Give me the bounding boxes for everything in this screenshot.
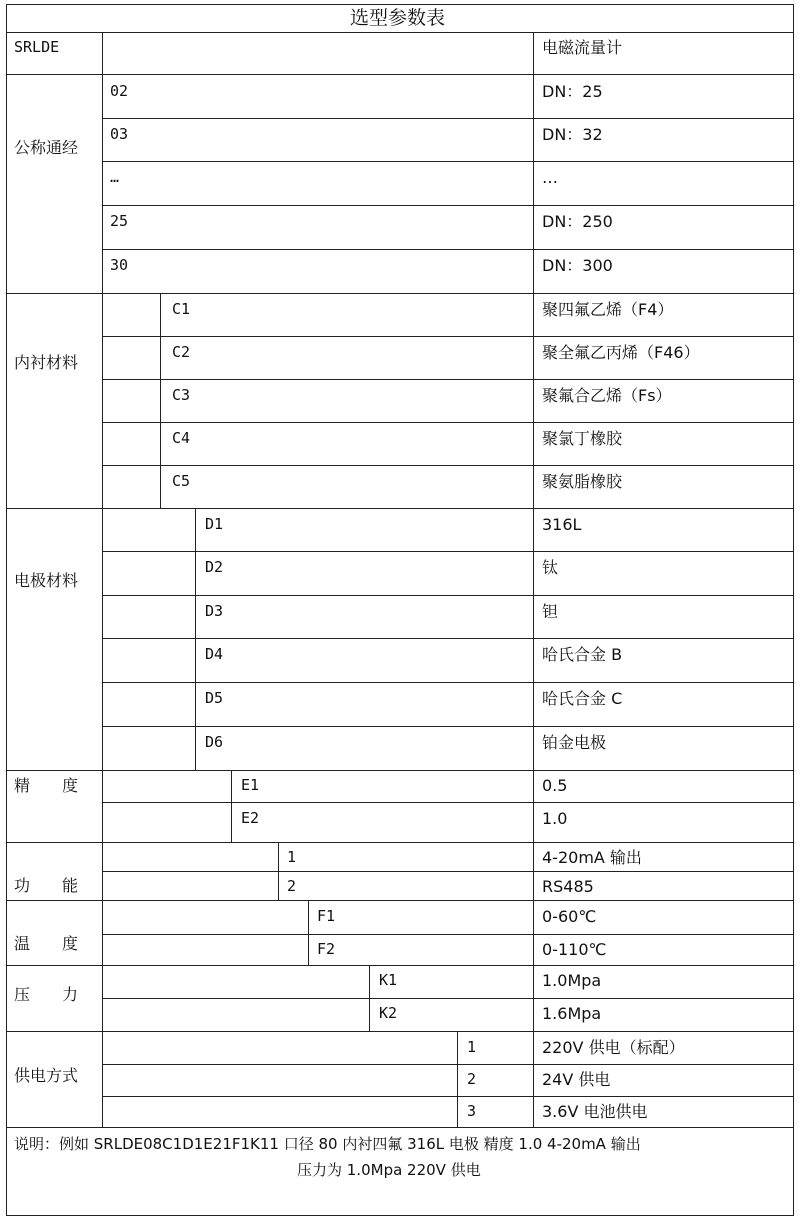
section-label-lining: 内衬材料: [14, 353, 79, 372]
grid-line: [6, 32, 794, 33]
table-cell-code: E2: [241, 809, 260, 827]
grid-line: [369, 965, 370, 1031]
note-line-2: 压力为 1.0Mpa 220V 供电: [297, 1161, 481, 1179]
grid-line: [102, 638, 794, 639]
grid-line: [6, 965, 794, 966]
grid-line: [6, 508, 794, 509]
table-cell-code: F1: [317, 907, 336, 925]
grid-line: [102, 465, 794, 466]
table-cell-code: D2: [205, 558, 224, 576]
table-cell-value: 聚氨脂橡胶: [542, 472, 623, 491]
section-label-accuracy: 精 度: [14, 776, 79, 795]
section-label-temperature: 温 度: [14, 934, 79, 953]
table-cell-code: 30: [110, 256, 129, 274]
table-cell-value: …: [542, 168, 558, 187]
grid-line: [533, 32, 534, 1127]
table-cell-code: F2: [317, 940, 336, 958]
grid-line: [102, 32, 103, 1127]
table-cell-value: 0.5: [542, 776, 568, 795]
table-cell-value: 4-20mA 输出: [542, 848, 642, 867]
table-cell-code: D4: [205, 645, 224, 663]
table-cell-code: E1: [241, 776, 260, 794]
grid-line: [6, 842, 794, 843]
table-cell-value: 钛: [542, 558, 559, 577]
table-cell-value: 哈氏合金 C: [542, 689, 623, 708]
table-cell-value: 1.0: [542, 809, 568, 828]
table-border-bottom: [6, 1215, 794, 1216]
grid-line: [102, 682, 794, 683]
grid-line: [102, 551, 794, 552]
table-cell-code: 3: [467, 1102, 477, 1120]
grid-line: [6, 74, 794, 75]
grid-line: [6, 293, 794, 294]
table-cell-code: 1: [467, 1038, 477, 1056]
grid-line: [6, 900, 794, 901]
grid-line: [102, 1064, 794, 1065]
table-cell-code: C1: [172, 300, 191, 318]
table-cell-value: 聚全氟乙丙烯（F46）: [542, 343, 700, 362]
table-cell-value: RS485: [542, 877, 594, 896]
grid-line: [6, 770, 794, 771]
note-line-1: 说明：例如 SRLDE08C1D1E21F1K11 口径 80 内衬四氟 316L 电极 精度 1.0 4-20mA 输出: [14, 1135, 641, 1153]
table-cell-value: 3.6V 电池供电: [542, 1102, 648, 1121]
table-cell-value: 1.0Mpa: [542, 971, 602, 990]
table-cell-code: 02: [110, 82, 129, 100]
grid-line: [102, 379, 794, 380]
grid-line: [195, 508, 196, 770]
table-cell-code: C3: [172, 386, 191, 404]
table-cell-code: K1: [379, 971, 398, 989]
table-cell-value: 24V 供电: [542, 1070, 611, 1089]
table-cell-code: K2: [379, 1004, 398, 1022]
grid-line: [102, 422, 794, 423]
page-title: 选型参数表: [350, 7, 446, 29]
section-label-power: 供电方式: [14, 1066, 79, 1085]
table-cell-value: 铂金电极: [542, 733, 607, 752]
section-label-function: 功 能: [14, 876, 79, 895]
table-cell-value: 220V 供电（标配）: [542, 1038, 685, 1057]
grid-line: [102, 802, 794, 803]
table-border-right: [793, 4, 794, 1216]
product-name: 电磁流量计: [542, 38, 623, 57]
table-cell-code: 2: [287, 877, 297, 895]
table-cell-value: 0-60℃: [542, 907, 597, 926]
grid-line: [308, 900, 309, 965]
table-cell-value: 聚氟合乙烯（Fs）: [542, 386, 672, 405]
grid-line: [102, 336, 794, 337]
table-cell-value: 哈氏合金 B: [542, 645, 623, 664]
grid-line: [102, 161, 794, 162]
grid-line: [278, 842, 279, 900]
grid-line: [457, 1031, 458, 1127]
table-cell-value: DN：250: [542, 212, 613, 231]
table-cell-value: 1.6Mpa: [542, 1004, 602, 1023]
table-cell-value: 钽: [542, 602, 559, 621]
grid-line: [6, 1127, 794, 1128]
grid-line: [102, 726, 794, 727]
table-cell-code: …: [110, 168, 120, 186]
section-label-electrode: 电极材料: [14, 571, 79, 590]
table-border-top: [6, 4, 794, 5]
model-prefix: SRLDE: [14, 38, 60, 56]
table-cell-code: C5: [172, 472, 191, 490]
grid-line: [102, 1096, 794, 1097]
table-cell-code: D3: [205, 602, 224, 620]
section-label-pressure: 压 力: [14, 985, 79, 1004]
table-cell-code: 2: [467, 1070, 477, 1088]
table-cell-code: D6: [205, 733, 224, 751]
grid-line: [102, 205, 794, 206]
grid-line: [102, 249, 794, 250]
table-cell-value: 聚四氟乙烯（F4）: [542, 300, 674, 319]
grid-line: [102, 118, 794, 119]
grid-line: [102, 998, 794, 999]
grid-line: [102, 871, 794, 872]
table-cell-value: 聚氯丁橡胶: [542, 429, 623, 448]
table-cell-value: DN：25: [542, 82, 603, 101]
table-cell-value: 316L: [542, 515, 582, 534]
table-cell-value: DN：300: [542, 256, 613, 275]
table-cell-code: C4: [172, 429, 191, 447]
grid-line: [160, 293, 161, 508]
grid-line: [6, 1031, 794, 1032]
table-border-left: [6, 4, 7, 1216]
table-cell-code: D5: [205, 689, 224, 707]
table-cell-value: DN：32: [542, 125, 603, 144]
table-cell-code: 1: [287, 848, 297, 866]
grid-line: [102, 934, 794, 935]
table-cell-code: D1: [205, 515, 224, 533]
table-cell-code: 25: [110, 212, 129, 230]
grid-line: [102, 595, 794, 596]
table-cell-code: C2: [172, 343, 191, 361]
grid-line: [231, 770, 232, 842]
table-cell-code: 03: [110, 125, 129, 143]
section-label-diameter: 公称通经: [14, 138, 79, 157]
table-cell-value: 0-110℃: [542, 940, 607, 959]
